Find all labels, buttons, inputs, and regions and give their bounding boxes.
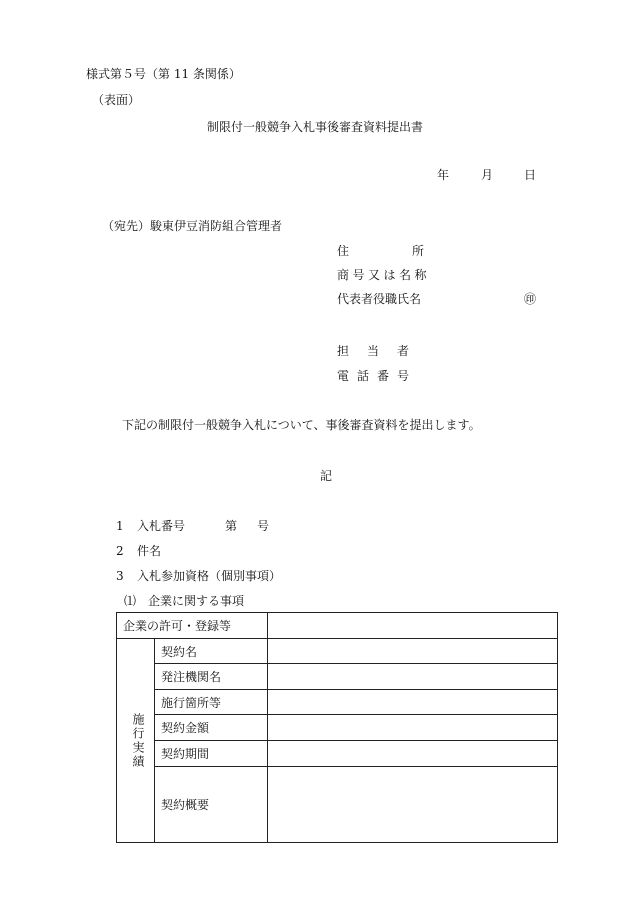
recipient: （宛先）駿東伊豆消防組合管理者 — [102, 219, 283, 233]
address-label — [337, 245, 424, 257]
item-label-3: 入札参加資格（個別事項） — [137, 569, 282, 583]
license-label-cell: 企業の許可・登録等 — [117, 613, 268, 639]
license-value-cell — [268, 613, 558, 639]
item-label-2: 件名 — [137, 544, 162, 558]
person-in-charge-label: 担当者 — [337, 344, 428, 358]
row-value-amount — [268, 715, 558, 741]
group-label-cell — [117, 639, 155, 843]
ki-heading: 記 — [320, 469, 333, 483]
row-value-location — [268, 690, 558, 715]
qualification-table — [116, 612, 558, 843]
representative-label: 代表者役職氏名 — [337, 292, 422, 306]
address-char: 所 — [411, 244, 424, 258]
phone-label: 電話番号 — [337, 369, 418, 383]
item-number-3: 3 — [116, 569, 124, 583]
row-label-period: 契約期間 — [155, 741, 268, 767]
date-day: 日 — [524, 168, 537, 182]
address-char: 住 — [337, 244, 350, 258]
date-month: 月 — [481, 168, 494, 182]
row-label-contract-name: 契約名 — [155, 639, 268, 664]
row-value-summary — [268, 767, 558, 843]
row-value-ordering-agency — [268, 664, 558, 690]
row-label-ordering-agency: 発注機関名 — [155, 664, 268, 690]
company-label: 商号又は名称 — [337, 268, 431, 282]
row-label-summary: 契約概要 — [155, 767, 268, 843]
row-label-amount: 契約金額 — [155, 715, 268, 741]
item-number-2: 2 — [116, 544, 124, 558]
sub-item-heading: ⑴ 企業に関する事項 — [124, 594, 245, 608]
date-year: 年 — [437, 168, 450, 182]
row-value-period — [268, 741, 558, 767]
seal-mark: ㊞ — [524, 292, 537, 306]
item-extra-1: 第 号 — [225, 519, 274, 533]
body-text: 下記の制限付一般競争入札について、事後審査資料を提出します。 — [122, 418, 481, 432]
item-label-1: 入札番号 — [137, 519, 186, 533]
item-number-1: 1 — [116, 519, 124, 533]
group-label: 施行実績 — [131, 712, 145, 769]
form-number: 様式第５号（第 11 条関係） — [86, 67, 241, 81]
side-label: （表面） — [92, 93, 141, 107]
row-label-location: 施行箇所等 — [155, 690, 268, 715]
row-value-contract-name — [268, 639, 558, 664]
document-title: 制限付一般競争入札事後審査資料提出書 — [206, 120, 423, 134]
